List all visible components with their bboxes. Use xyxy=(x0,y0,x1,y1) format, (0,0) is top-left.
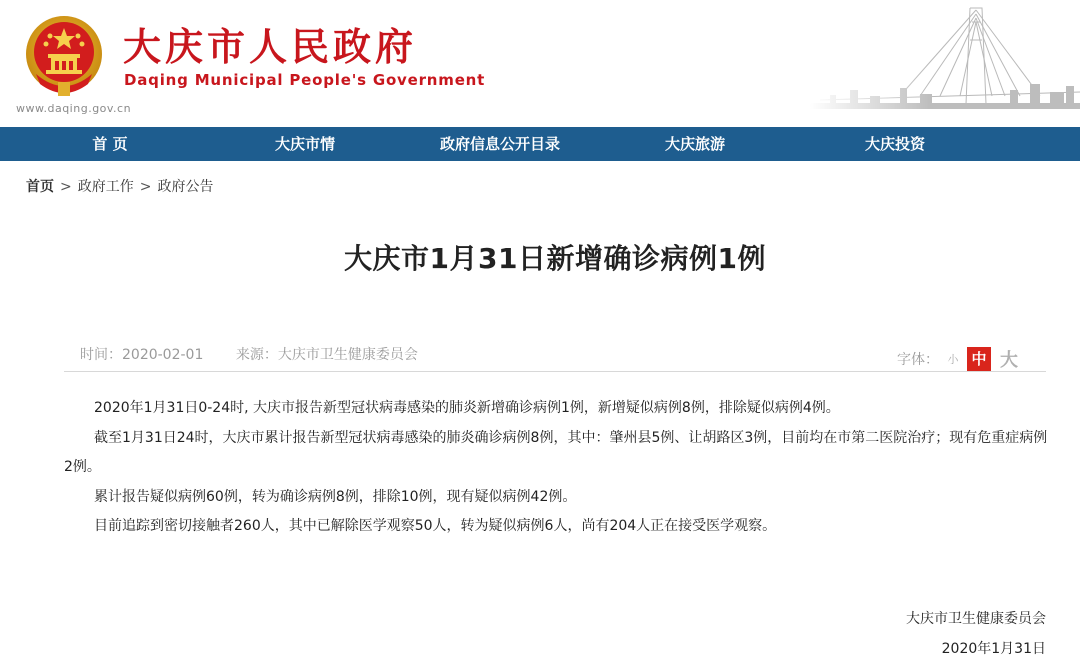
site-url[interactable]: www.daqing.gov.cn xyxy=(16,102,132,115)
breadcrumb-gov-work[interactable]: 政府工作 xyxy=(77,179,134,195)
nav-item-tourism[interactable]: 大庆旅游 xyxy=(664,135,725,153)
publish-time: 时间：2020-02-01 xyxy=(80,347,204,363)
breadcrumb-separator: > xyxy=(139,179,152,195)
font-size-small-button[interactable]: 小 xyxy=(947,353,959,366)
font-size-label: 字体： xyxy=(897,352,939,368)
article-container xyxy=(0,161,1080,668)
nav-item-gov-info-catalog[interactable]: 政府信息公开目录 xyxy=(439,135,560,153)
breadcrumb-announcements[interactable]: 政府公告 xyxy=(157,179,214,195)
national-emblem-icon xyxy=(24,14,104,98)
article-source: 来源：大庆市卫生健康委员会 xyxy=(235,347,418,363)
site-header xyxy=(0,0,1080,127)
main-nav xyxy=(0,127,1080,161)
article-paragraph: 截至1月31日24时，大庆市累计报告新型冠状病毒感染的肺炎确诊病例8例，其中：肇州县5例、让胡路区3例，目前均在市第二医院治疗；现有危重症病例2例。 xyxy=(64,429,1048,475)
signature-org: 大庆市卫生健康委员会 xyxy=(906,611,1046,627)
site-title-en: Daqing Municipal People's Government xyxy=(124,71,486,89)
article-title: 大庆市1月31日新增确诊病例1例 xyxy=(344,242,766,275)
signature-date: 2020年1月31日 xyxy=(941,641,1046,657)
font-size-switcher xyxy=(897,346,1019,370)
breadcrumb-home[interactable]: 首页 xyxy=(26,179,54,195)
font-size-medium-button[interactable]: 中 xyxy=(967,347,991,371)
nav-item-home[interactable]: 首 页 xyxy=(92,135,128,153)
article-paragraph: 目前追踪到密切接触者260人，其中已解除医学观察50人，转为疑似病例6人，尚有204人正在接受医学观察。 xyxy=(94,518,777,534)
site-title: 大庆市人民政府 xyxy=(123,25,418,69)
breadcrumb xyxy=(26,176,213,196)
breadcrumb-separator: > xyxy=(60,179,72,195)
article-signature xyxy=(906,604,1046,664)
article-meta xyxy=(80,344,446,364)
meta-divider xyxy=(64,371,1046,372)
article-paragraph: 2020年1月31日0-24时, 大庆市报告新型冠状病毒感染的肺炎新增确诊病例1例，新增疑似病例8例，排除疑似病例4例。 xyxy=(94,400,840,416)
article-body xyxy=(64,394,1048,542)
font-size-large-button[interactable]: 大 xyxy=(1000,350,1018,371)
article-paragraph: 累计报告疑似病例60例，转为确诊病例8例，排除10例，现有疑似病例42例。 xyxy=(94,488,577,505)
nav-item-city-info[interactable]: 大庆市情 xyxy=(274,135,335,153)
nav-item-investment[interactable]: 大庆投资 xyxy=(864,135,925,153)
bridge-skyline-icon xyxy=(810,0,1080,127)
